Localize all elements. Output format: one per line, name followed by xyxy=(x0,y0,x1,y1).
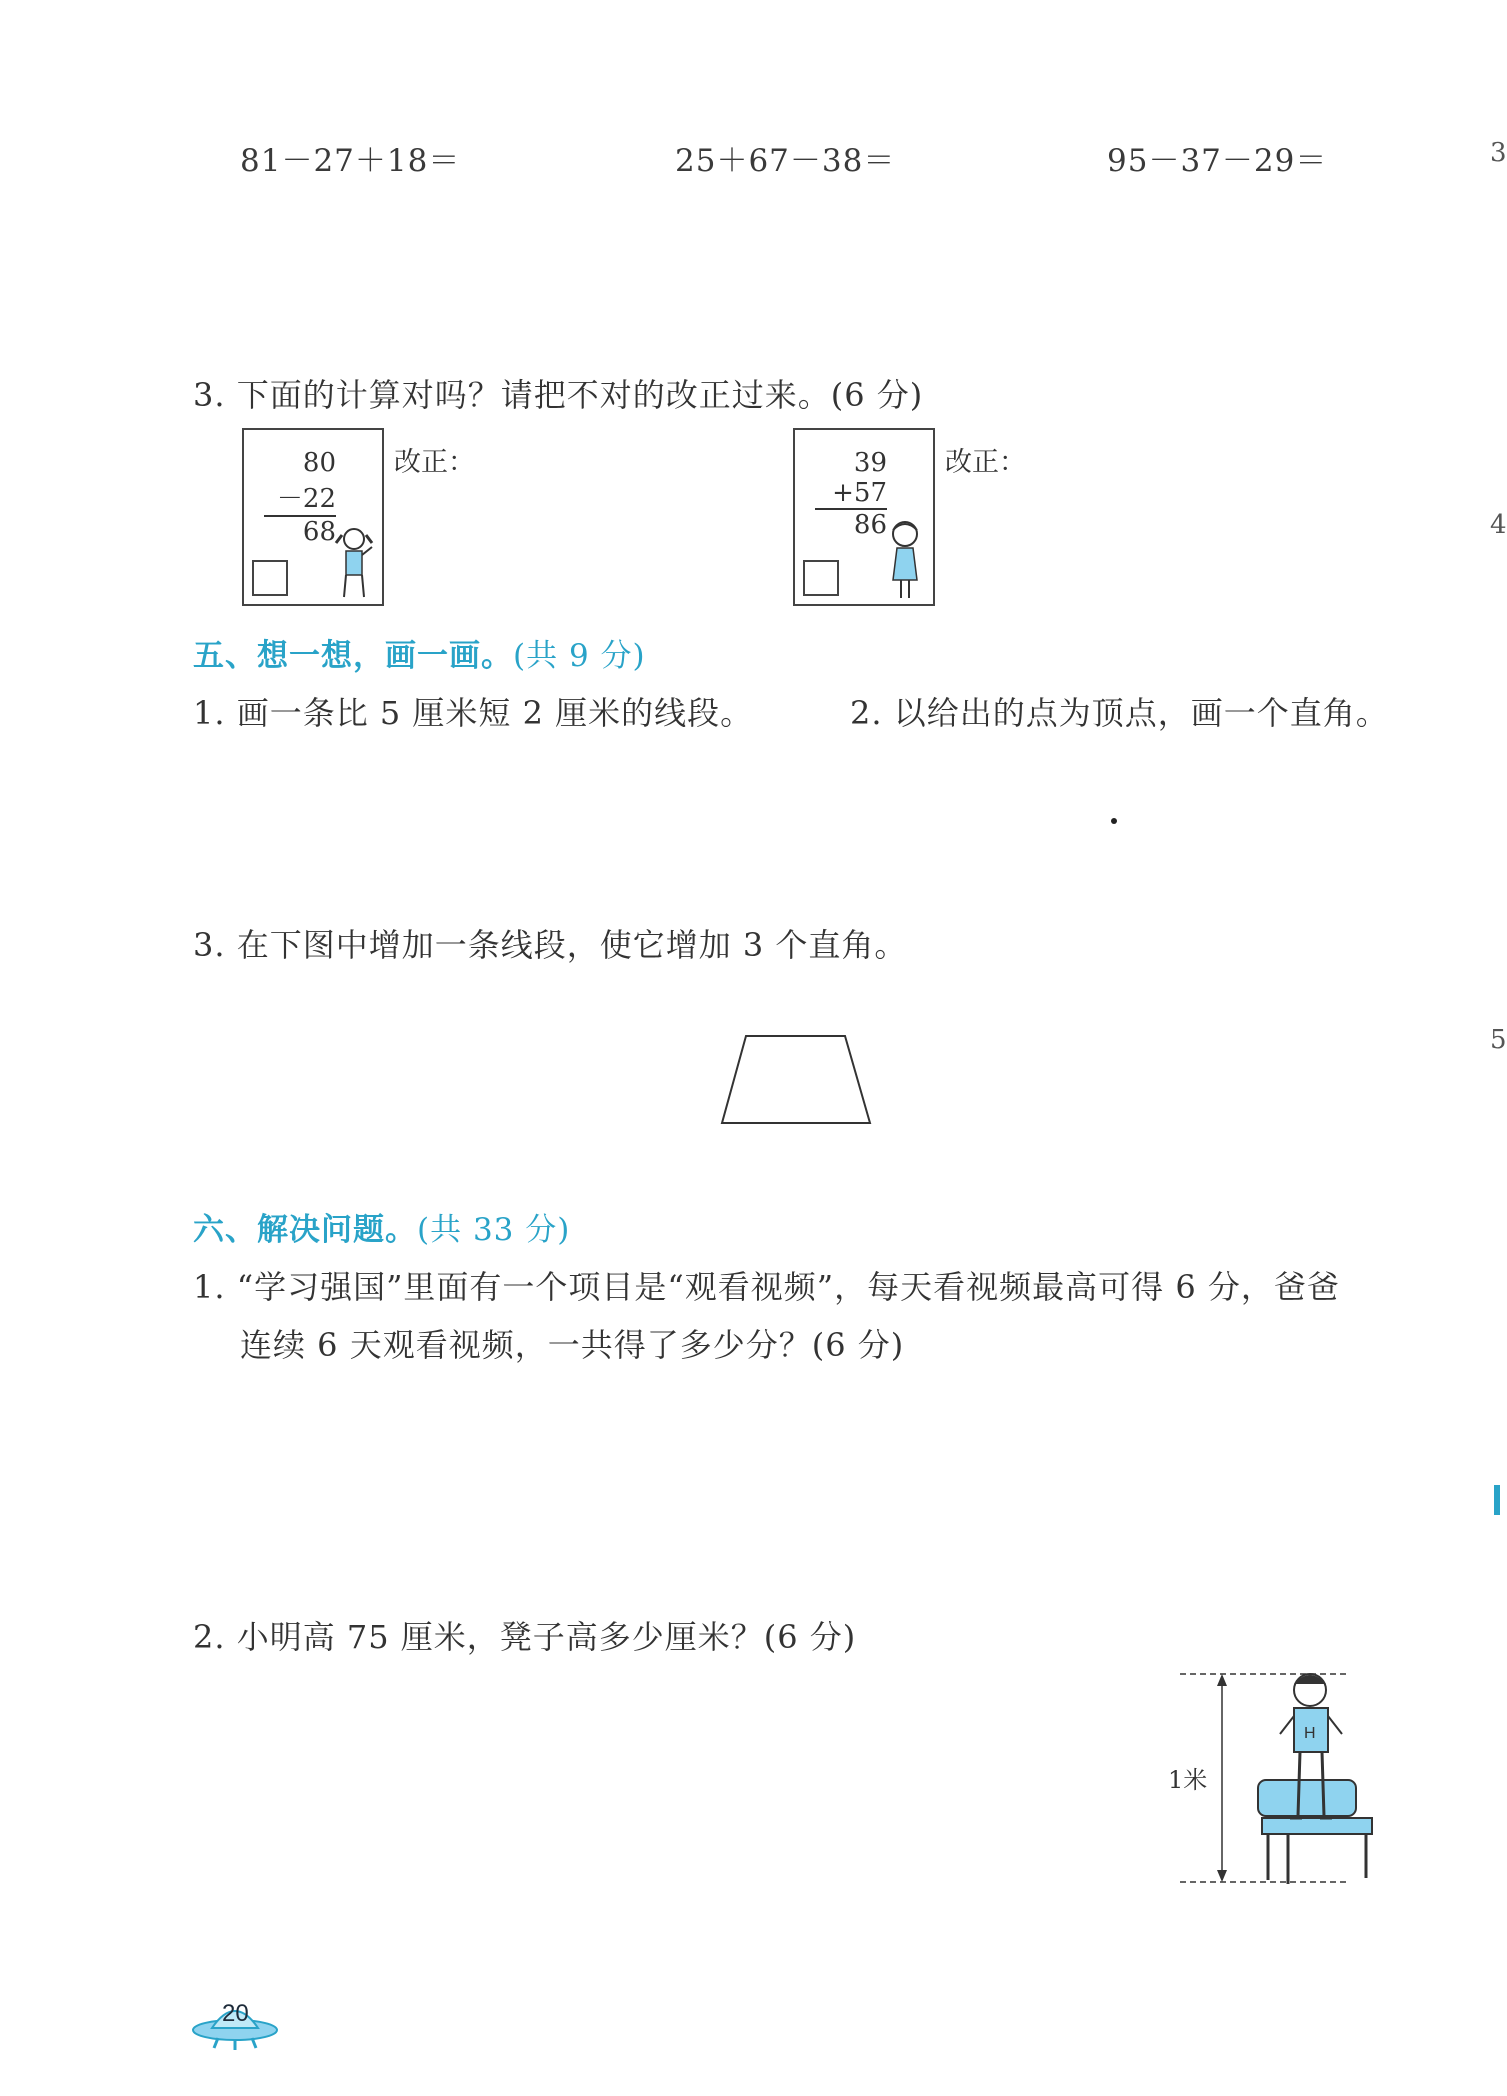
calc-operator: － xyxy=(276,484,303,514)
height-label: 1米 xyxy=(1168,1766,1208,1794)
s5-q1: 1. 画一条比 5 厘米短 2 厘米的线段。 xyxy=(193,694,754,732)
edge-mark: 5 xyxy=(1490,1025,1507,1055)
section-title-text: 六、解决问题。 xyxy=(193,1212,417,1248)
calc-operator: + xyxy=(832,478,854,508)
calc-expression-1: 81－27＋18＝ xyxy=(240,143,461,179)
calc-top-number: 80 xyxy=(302,448,336,478)
vertical-calc-2 xyxy=(815,448,887,540)
correction-label-1: 改正： xyxy=(394,447,475,478)
calc-expression-3: 95－37－29＝ xyxy=(1107,143,1328,179)
trapezoid-figure xyxy=(718,1033,878,1127)
calc-mid-number: 22 xyxy=(302,484,336,514)
svg-text:H: H xyxy=(1304,1725,1316,1742)
page-number: 20 xyxy=(222,2000,249,2027)
girl-illustration-2 xyxy=(883,518,927,600)
calc-mid-number: 57 xyxy=(853,478,887,508)
edge-mark: 3 xyxy=(1490,138,1507,168)
answer-checkbox-1[interactable] xyxy=(252,560,288,596)
s6-q2: 2. 小明高 75 厘米，凳子高多少厘米？(6 分) xyxy=(193,1618,857,1656)
vertical-calc-card-2 xyxy=(793,428,935,606)
section-points: (共 33 分) xyxy=(417,1212,571,1248)
s6-q1-line2: 连续 6 天观看视频，一共得了多少分？(6 分) xyxy=(240,1326,905,1364)
section-title-text: 五、想一想，画一画。 xyxy=(193,638,513,674)
q3-prompt: 3. 下面的计算对吗？请把不对的改正过来。(6 分) xyxy=(193,376,924,414)
vertex-point xyxy=(1111,818,1117,824)
calc-result: 86 xyxy=(815,508,887,540)
answer-checkbox-2[interactable] xyxy=(803,560,839,596)
calc-expression-2: 25＋67－38＝ xyxy=(675,143,896,179)
vertical-calc-card-1 xyxy=(242,428,384,606)
section-6-title xyxy=(193,1204,570,1249)
page-number-badge xyxy=(190,1990,280,2050)
section-points: (共 9 分) xyxy=(513,638,646,674)
edge-mark: 4 xyxy=(1490,510,1507,540)
edge-tab xyxy=(1494,1485,1500,1515)
s5-q2: 2. 以给出的点为顶点，画一个直角。 xyxy=(850,694,1389,732)
s6-q1-line1: 1. “学习强国”里面有一个项目是“观看视频”，每天看视频最高可得 6 分，爸爸 xyxy=(193,1268,1340,1306)
vertical-calc-1 xyxy=(264,448,336,547)
section-5-title xyxy=(193,630,646,675)
calc-result: 68 xyxy=(264,515,336,547)
height-figure xyxy=(1160,1660,1390,1890)
girl-illustration-1 xyxy=(332,525,376,601)
correction-label-2: 改正： xyxy=(945,447,1026,478)
s5-q3: 3. 在下图中增加一条线段，使它增加 3 个直角。 xyxy=(193,926,908,964)
calc-top-number: 39 xyxy=(853,448,887,478)
